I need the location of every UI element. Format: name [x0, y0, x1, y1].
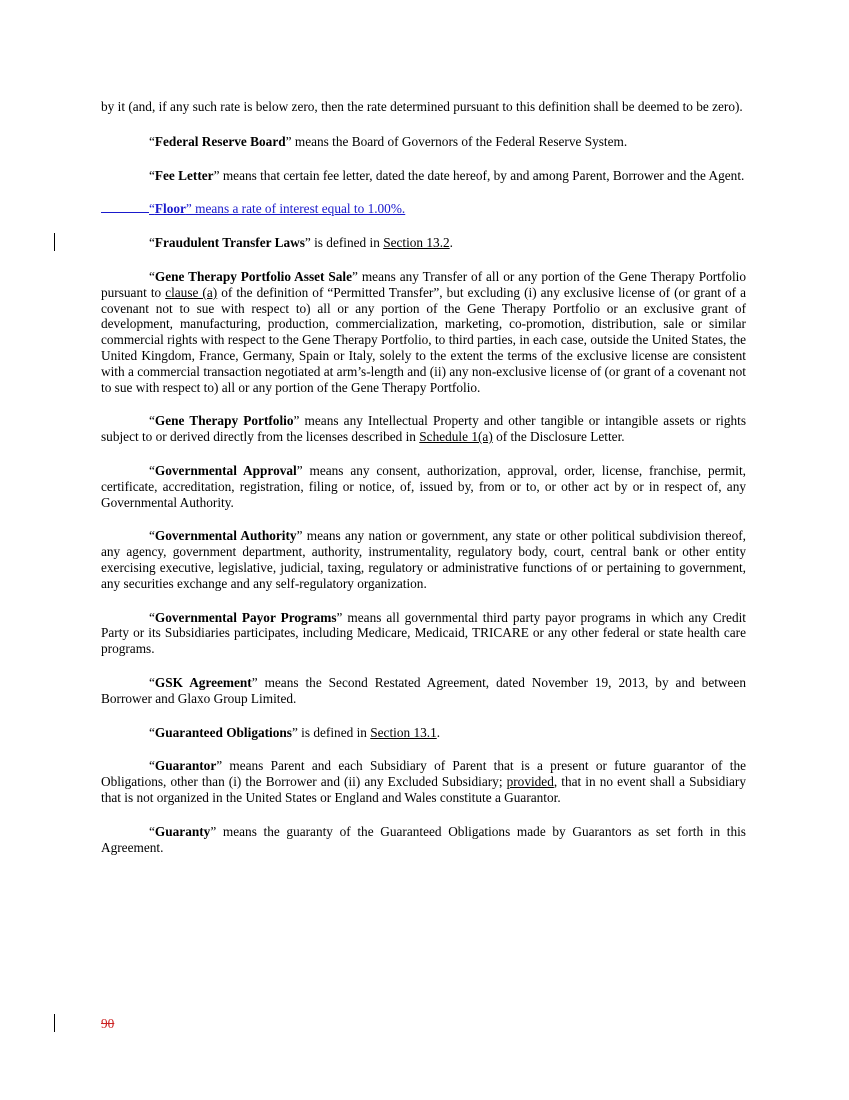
- defined-term: Fraudulent Transfer Laws: [154, 235, 305, 251]
- definition-paragraph: [101, 168, 746, 184]
- change-bar-page-number: [54, 1014, 55, 1032]
- definition-paragraph: [101, 824, 746, 856]
- paragraph-text: ” means the Board of Governors of the Federal Reserve System.: [285, 133, 628, 149]
- definition-paragraph: [101, 725, 746, 741]
- defined-term: Guaranteed Obligations: [154, 724, 292, 740]
- cross-reference: clause (a): [165, 284, 218, 300]
- defined-term: Gene Therapy Portfolio Asset Sale: [154, 268, 353, 284]
- definition-paragraph: [101, 528, 746, 591]
- paragraph-text: “: [149, 413, 155, 429]
- paragraph-text: ” means all governmental third party payor programs in which any Credit Party or its Subsidiaries participates, including Medicare, Medicaid, TRICARE or any other federal or state health care programs.: [101, 609, 746, 657]
- paragraph-text: ” means Parent and each Subsidiary of Parent that is a present or future guarantor of the Obligations, other than (i) the Borrower and (ii) any Excluded Subsidiary;: [101, 758, 746, 790]
- defined-term: Guaranty: [154, 823, 211, 839]
- defined-term: Fee Letter: [154, 167, 214, 183]
- paragraph-text: “: [149, 758, 155, 774]
- defined-term: Guarantor: [154, 758, 217, 774]
- definition-paragraph: [101, 675, 746, 707]
- paragraph-text: of the Disclosure Letter.: [492, 429, 625, 445]
- definition-paragraph: [101, 413, 746, 445]
- paragraph-text: ” means any Intellectual Property and other tangible or intangible assets or rights subject to or derived directly from the licenses described in: [101, 413, 746, 445]
- paragraph-text: of the definition of “Permitted Transfer”, but excluding (i) any exclusive license of (or grant of a covenant not to sue with respect to) all or any portion of the Gene Therapy Portfolio or an exclusive grant of development, manufacturing, production, commercialization, marketing, co-promotion, distribution, sale or similar commercial rights with respect to the Gene Therapy Portfolio, to third parties, in each case, outside the United States, the United Kingdom, France, Germany, Spain or Italy, solely to the extent the terms of the exclusive license are consistent with a commercial transaction negotiated at arm’s-length and (ii) any non-exclusive license of (or grant of a covenant not to sue with respect to) all or any portion of the Gene Therapy Portfolio.: [101, 284, 746, 395]
- definition-paragraph: [101, 758, 746, 805]
- defined-term: GSK Agreement: [154, 674, 252, 690]
- defined-term: Governmental Approval: [154, 462, 297, 478]
- defined-term: Governmental Payor Programs: [154, 609, 337, 625]
- definition-paragraph: [101, 134, 746, 150]
- cross-reference: provided: [506, 774, 554, 790]
- paragraph-text: “: [149, 609, 155, 625]
- paragraph-text: “: [149, 724, 155, 740]
- paragraph-text: ” means the guaranty of the Guaranteed Obligations made by Guarantors as set forth in this Agreement.: [101, 823, 746, 855]
- paragraph-text: “: [149, 235, 155, 251]
- paragraph-text: “: [149, 167, 155, 183]
- paragraph-text: “: [149, 823, 155, 839]
- change-bar-floor: [54, 233, 55, 251]
- paragraph-text: “: [149, 528, 155, 544]
- paragraph-text: , that in no event shall a Subsidiary that is not organized in the United States or England and Wales constitute a Guarantor.: [101, 774, 746, 805]
- inserted-tab-underline: [101, 201, 149, 213]
- paragraph-text: ” means any Transfer of all or any portion of the Gene Therapy Portfolio pursuant to: [101, 268, 746, 300]
- paragraph-text: .: [436, 724, 441, 740]
- paragraph-text: ” means any nation or government, any state or other political subdivision thereof, any agency, government department, authority, instrumentality, regulatory body, court, central bank or other entity exercising executive, legislative, judicial, taxing, regulatory or administrative functions of or pertaining to government, any securities exchange and any self-regulatory organization.: [101, 528, 746, 591]
- defined-term: Floor: [154, 201, 186, 217]
- page-number-deleted: 90: [101, 1016, 115, 1031]
- definition-paragraph: [101, 269, 746, 395]
- paragraph-text: ” is defined in: [304, 235, 384, 251]
- paragraph-text: ” means any consent, authorization, approval, order, license, franchise, permit, certificate, accreditation, registration, filing or notice, of, issued by, from or to, or other act by or in respect of, any Governmental Authority.: [101, 462, 746, 510]
- definition-paragraph: [101, 235, 746, 251]
- cross-reference: Section 13.2: [383, 235, 450, 251]
- paragraph-text: “: [149, 462, 155, 478]
- paragraph-text: by it (and, if any such rate is below zero, then the rate determined pursuant to this definition shall be deemed to be zero).: [101, 99, 743, 114]
- definition-paragraph: [101, 463, 746, 510]
- paragraph-text: ” means a rate of interest equal to 1.00%.: [185, 201, 406, 217]
- paragraph-text: ” means that certain fee letter, dated the date hereof, by and among Parent, Borrower and the Agent.: [213, 167, 745, 183]
- paragraph-text: .: [449, 235, 453, 251]
- defined-term: Federal Reserve Board: [154, 133, 286, 149]
- cross-reference: Section 13.1: [370, 724, 437, 740]
- paragraph-text: “: [149, 133, 155, 149]
- cross-reference: Schedule 1(a): [419, 429, 493, 445]
- paragraph-text: “: [149, 201, 155, 217]
- paragraph-text: “: [149, 674, 155, 690]
- inserted-text: [149, 201, 405, 216]
- defined-term: Gene Therapy Portfolio: [154, 413, 294, 429]
- definition-paragraph: [101, 610, 746, 657]
- paragraph-text: ” is defined in: [291, 724, 371, 740]
- definition-paragraph: [101, 99, 746, 115]
- defined-term: Governmental Authority: [154, 528, 297, 544]
- document-body: [101, 99, 746, 873]
- paragraph-text: ” means the Second Restated Agreement, dated November 19, 2013, by and between Borrower and Glaxo Group Limited.: [101, 674, 746, 706]
- definition-paragraph-inserted: [101, 201, 746, 217]
- paragraph-text: “: [149, 268, 155, 284]
